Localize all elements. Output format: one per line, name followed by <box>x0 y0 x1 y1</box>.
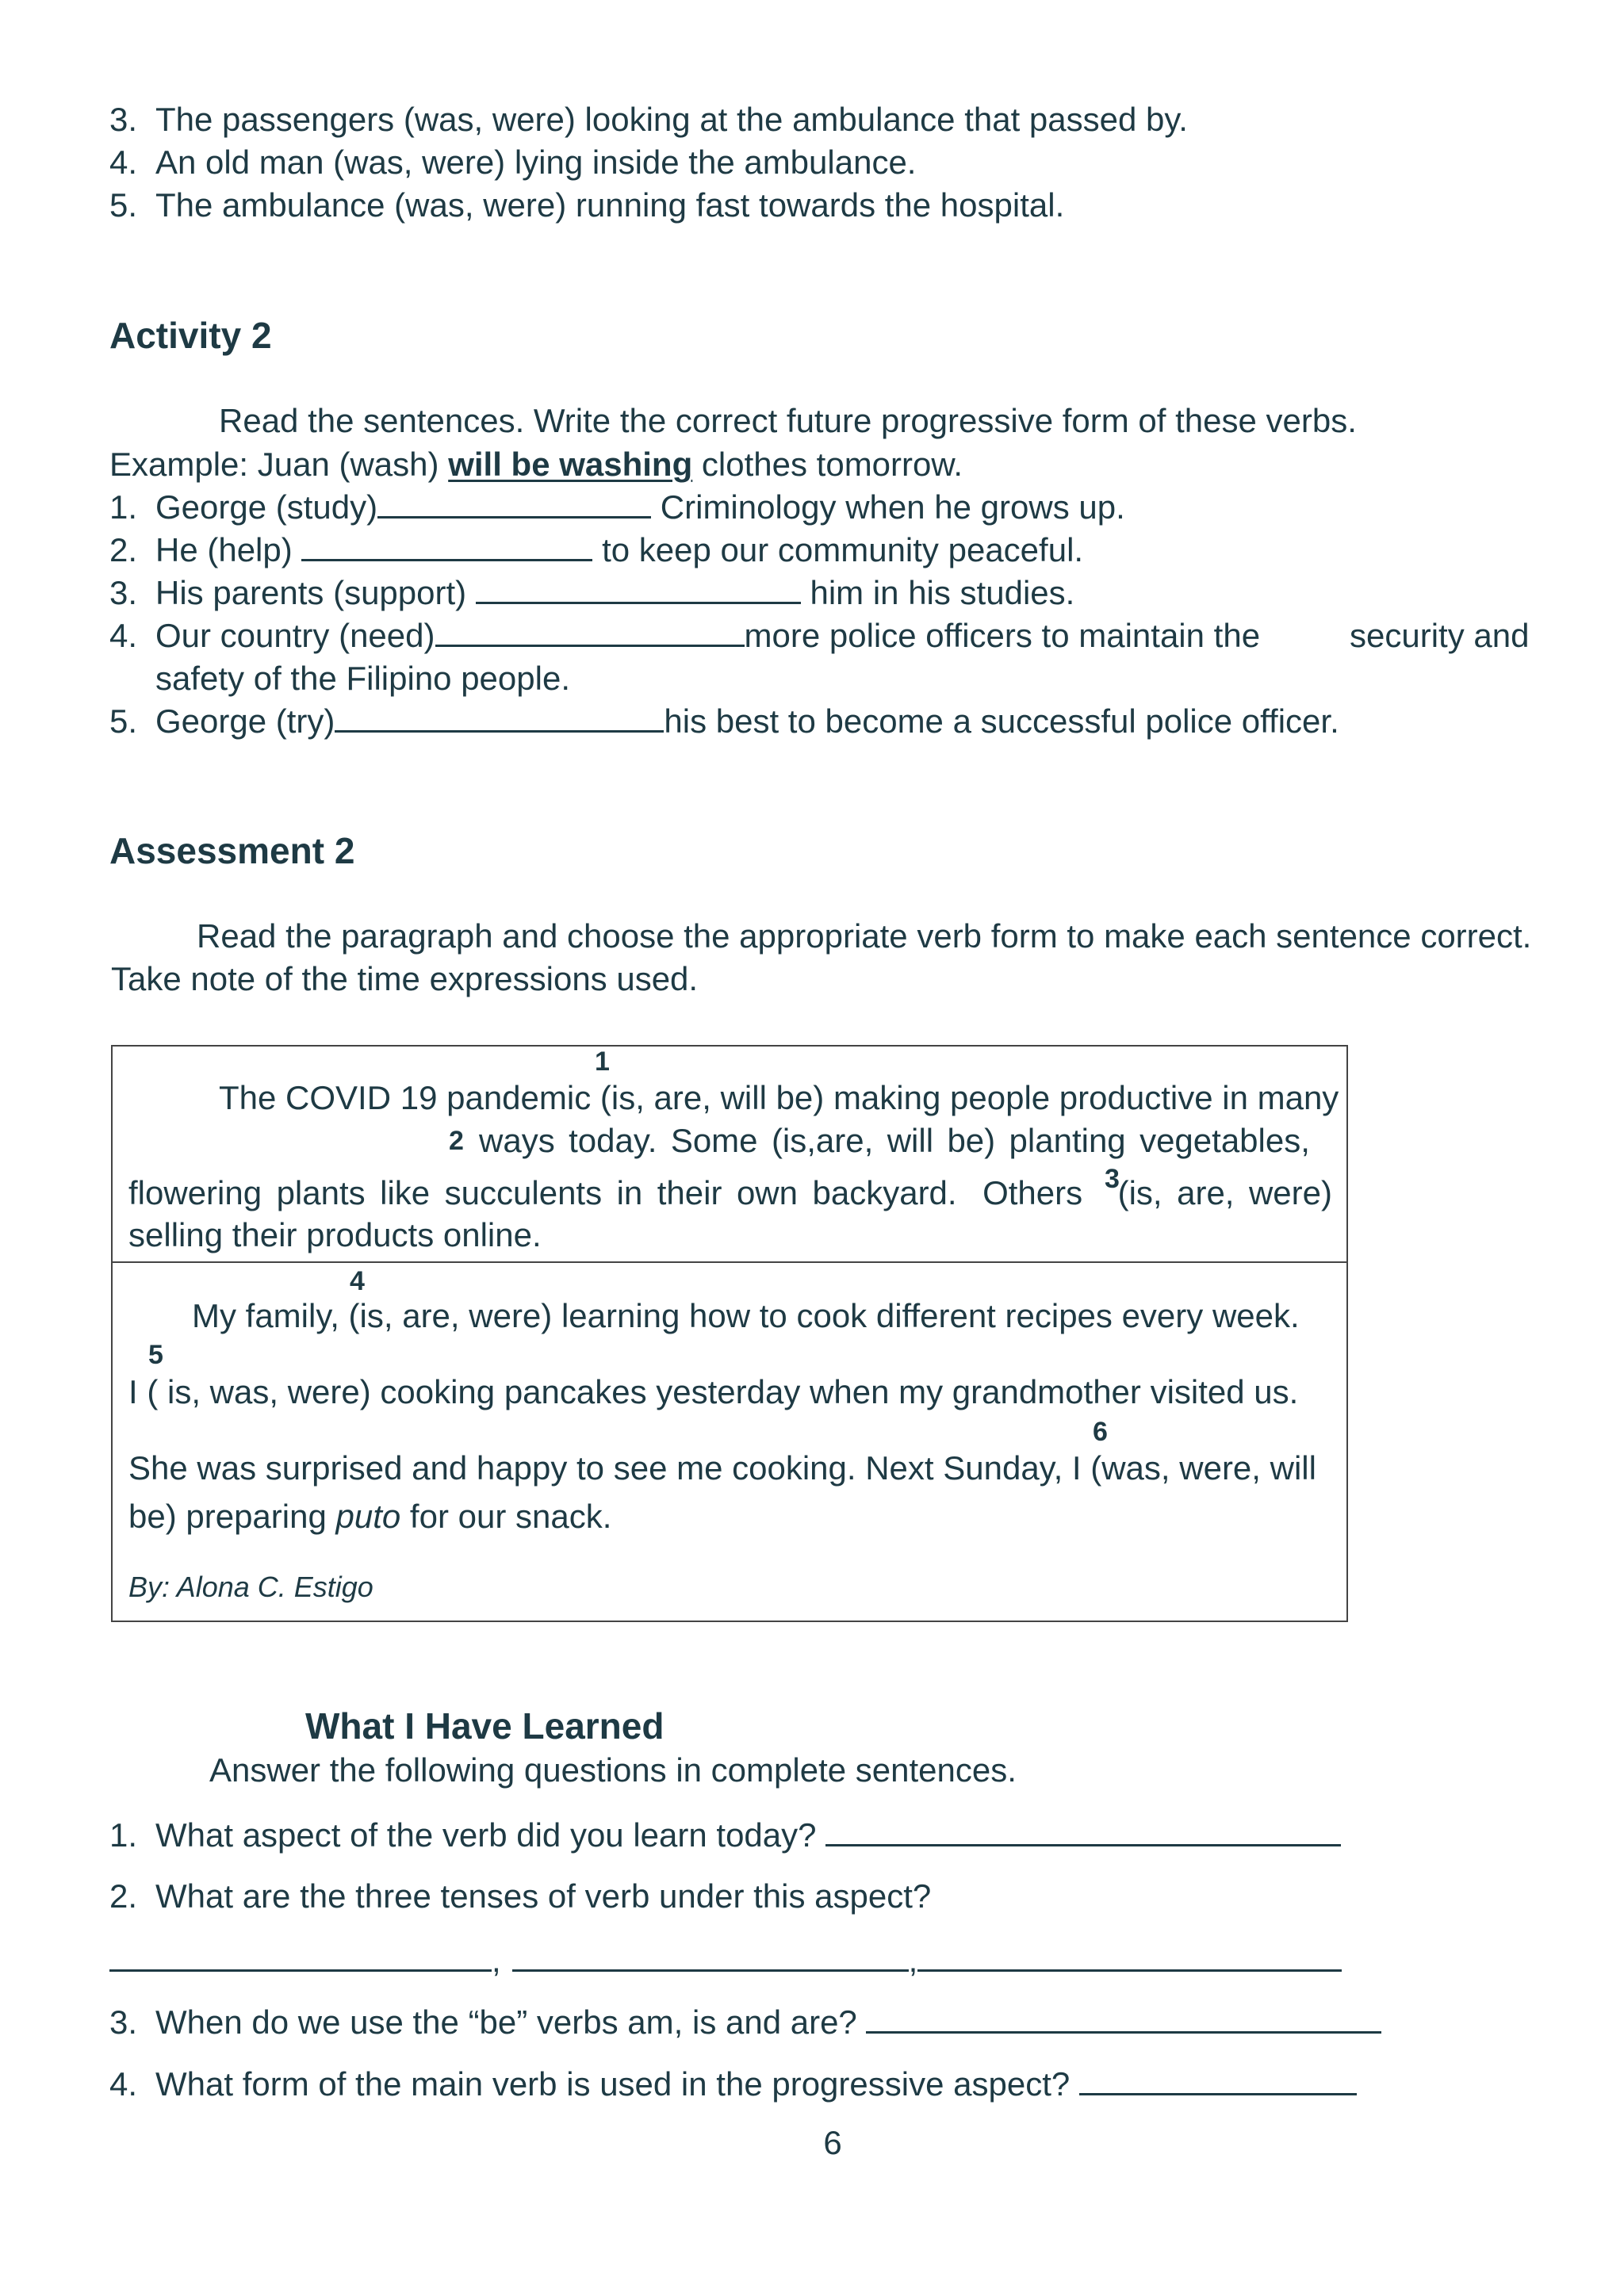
question-text: What aspect of the verb did you learn today? <box>155 1816 826 1854</box>
item-rest: more police officers to maintain the <box>744 617 1261 654</box>
word: planting <box>1009 1122 1126 1159</box>
list-number: 3. <box>109 2003 138 2041</box>
example-prefix: Example: Juan (wash) <box>109 446 449 483</box>
list-number: 3. <box>109 101 138 138</box>
blank-marker-2: 2 <box>449 1126 464 1156</box>
tense-answer-line <box>109 1941 1342 1980</box>
word: be) <box>947 1122 996 1159</box>
line-italic-word: puto <box>335 1498 401 1535</box>
blank-marker-3: 3 <box>1105 1164 1120 1194</box>
activity2-item-1 <box>155 488 1125 527</box>
paragraph-line: My family, (is, are, were) learning how to cook different recipes every week. <box>192 1297 1300 1334</box>
paragraph-line: selling their products online. <box>128 1216 542 1253</box>
learned-question-2: What are the three tenses of verb under this aspect? <box>155 1877 932 1915</box>
paragraph-line-2 <box>479 1121 1310 1161</box>
list-number: 5. <box>109 186 138 224</box>
paragraph-line: I ( is, was, were) cooking pancakes yesterday when my grandmother visited us. <box>128 1373 1299 1410</box>
learned-question-4 <box>155 2064 1357 2104</box>
question-text: What form of the main verb is used in the progressive aspect? <box>155 2065 1079 2103</box>
item-prompt: He (help) <box>155 531 302 568</box>
activity1-item-4: An old man (was, were) lying inside the ambulance. <box>155 144 917 181</box>
activity2-item-4 <box>155 616 1260 656</box>
item-tail: security and <box>1350 617 1530 654</box>
answer-blank[interactable] <box>476 573 801 604</box>
paragraph-line <box>128 1497 611 1536</box>
list-number: 2. <box>109 1877 138 1915</box>
separator: , <box>908 1942 918 1979</box>
word: in <box>616 1174 643 1211</box>
answer-blank[interactable] <box>301 530 592 561</box>
answer-blank[interactable] <box>377 488 651 519</box>
answer-blank[interactable] <box>435 616 745 647</box>
item-rest: to keep our community peaceful. <box>592 531 1084 568</box>
item-prompt: George (try) <box>155 702 335 740</box>
list-number: 2. <box>109 531 138 568</box>
word: backyard. <box>812 1174 957 1211</box>
paragraph-line-3 <box>128 1173 1332 1213</box>
item-rest: him in his studies. <box>800 574 1075 611</box>
blank-marker-1: 1 <box>595 1047 610 1077</box>
activity2-item-5 <box>155 702 1339 741</box>
answer-blank[interactable] <box>335 702 664 733</box>
list-number: 1. <box>109 1816 138 1854</box>
activity2-item-2 <box>155 530 1083 570</box>
blank-marker-6: 6 <box>1093 1417 1108 1447</box>
answer-blank[interactable] <box>866 2003 1381 2034</box>
word: today. <box>569 1122 657 1159</box>
word: plants <box>276 1174 366 1211</box>
word: ways <box>479 1122 555 1159</box>
word: (is, <box>1117 1174 1162 1211</box>
item-prompt: His parents (support) <box>155 574 476 611</box>
activity2-instruction: Read the sentences. Write the correct future progressive form of these verbs. <box>219 402 1357 439</box>
line-text: for our snack. <box>400 1498 612 1535</box>
activity2-example <box>109 445 963 484</box>
question-text: When do we use the “be” verbs am, is and are? <box>155 2003 867 2041</box>
example-suffix: clothes tomorrow. <box>692 446 963 483</box>
blank-marker-5: 5 <box>148 1340 163 1370</box>
learned-instruction: Answer the following questions in complete sentences. <box>209 1751 1017 1789</box>
answer-blank[interactable] <box>1079 2064 1357 2095</box>
answer-blank[interactable] <box>825 1816 1341 1846</box>
word: were) <box>1248 1174 1332 1211</box>
list-number: 4. <box>109 144 138 181</box>
item-prompt: Our country (need) <box>155 617 435 654</box>
list-number: 5. <box>109 702 138 740</box>
paragraph-line: She was surprised and happy to see me cooking. Next Sunday, I (was, were, will <box>128 1449 1316 1487</box>
activity1-item-5: The ambulance (was, were) running fast towards the hospital. <box>155 186 1065 224</box>
learned-question-1 <box>155 1816 1341 1855</box>
item-rest: his best to become a successful police officer. <box>664 702 1339 740</box>
word: succulents <box>444 1174 603 1211</box>
activity2-item-3 <box>155 573 1074 613</box>
word: their <box>657 1174 722 1211</box>
list-number: 3. <box>109 574 138 611</box>
word: flowering <box>128 1174 262 1211</box>
page-number: 6 <box>823 2124 842 2161</box>
answer-blank[interactable] <box>109 1941 492 1972</box>
list-number: 4. <box>109 617 138 654</box>
answer-blank[interactable] <box>917 1941 1342 1972</box>
word: Others <box>982 1174 1083 1211</box>
author-credit: By: Alona C. Estigo <box>128 1571 373 1603</box>
word: are, <box>1177 1174 1235 1211</box>
blank-marker-4: 4 <box>350 1266 365 1296</box>
list-number: 1. <box>109 488 138 526</box>
paragraph-line: The COVID 19 pandemic (is, are, will be) making people productive in many <box>219 1079 1339 1116</box>
answer-blank[interactable] <box>512 1941 909 1972</box>
word: will <box>887 1122 934 1159</box>
line-text: be) preparing <box>128 1498 336 1535</box>
item-prompt: George (study) <box>155 488 378 526</box>
word: (is,are, <box>771 1122 874 1159</box>
item-continuation: safety of the Filipino people. <box>155 660 570 697</box>
learned-question-3 <box>155 2003 1381 2042</box>
activity1-item-3: The passengers (was, were) looking at the ambulance that passed by. <box>155 101 1188 138</box>
word: vegetables, <box>1139 1122 1310 1159</box>
item-rest: Criminology when he grows up. <box>651 488 1125 526</box>
box-divider <box>113 1261 1346 1263</box>
word: own <box>736 1174 799 1211</box>
activity2-heading: Activity 2 <box>109 315 272 356</box>
word: like <box>380 1174 431 1211</box>
word: Some <box>670 1122 758 1159</box>
assessment2-heading: Assessment 2 <box>109 830 355 871</box>
list-number: 4. <box>109 2065 138 2103</box>
separator: , <box>492 1942 501 1979</box>
learned-heading: What I Have Learned <box>305 1705 665 1747</box>
paragraph-box <box>111 1045 1348 1622</box>
assessment2-instruction-line2: Take note of the time expressions used. <box>111 960 699 997</box>
example-answer: will be washing <box>448 446 693 483</box>
assessment2-instruction-line1: Read the paragraph and choose the appropriate verb form to make each sentence correct. <box>197 917 1532 955</box>
